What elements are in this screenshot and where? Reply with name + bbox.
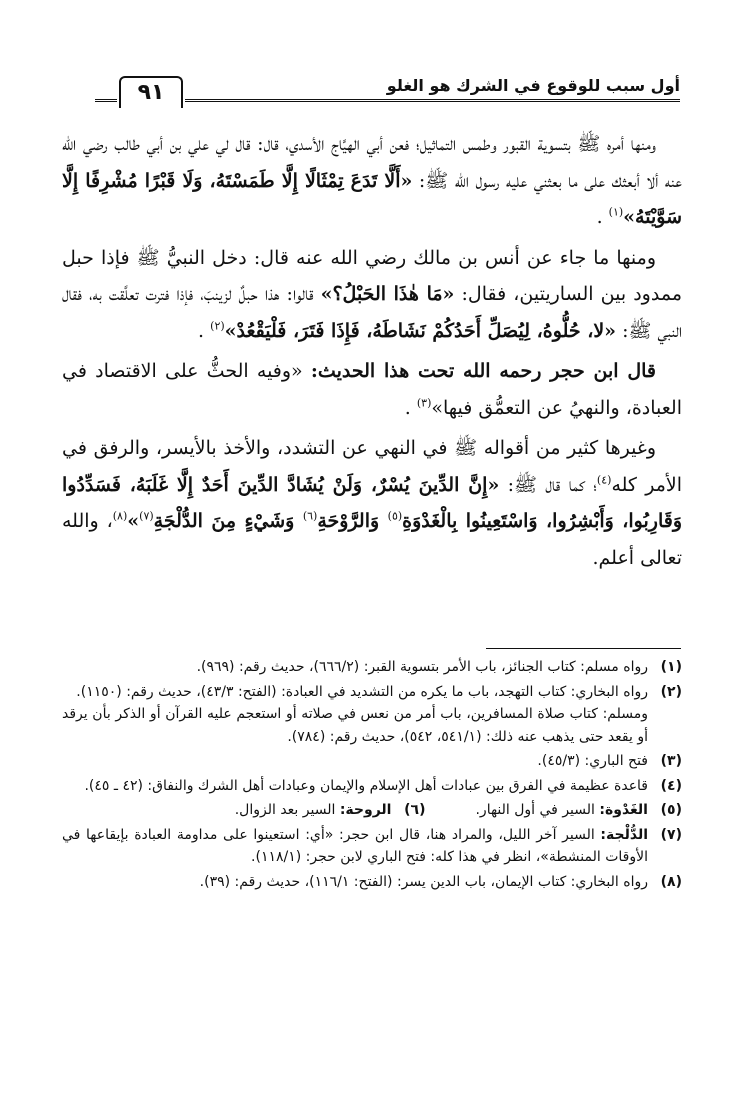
footnote-definition: السير بعد الزوال. — [234, 802, 340, 818]
footnote-2 — [62, 681, 682, 749]
footnote-line: ومسلم: كتاب صلاة المسافرين، باب أمر من نعس في صلاته أو استعجم عليه القرآن أو الذكر بأن يرقد أو يقعد حتى يذهب عنه ذلك: (٥٤١/١، ٥٤٢)، حديث رقم: (٧٨٤). — [62, 706, 648, 745]
quote-attribution: قال ابن حجر رحمه الله تحت هذا الحديث: — [310, 360, 657, 382]
footnote-text — [235, 799, 392, 822]
footnote-number: (٨) — [660, 873, 682, 890]
footnote-number: (٣) — [660, 753, 682, 769]
footnote-row-5-6 — [62, 799, 682, 824]
footnote-term: الروحة: — [339, 802, 392, 818]
hadith-quote: وَالرَّوْحَةِ — [317, 510, 388, 532]
hadith-quote: «أَلَّا تَدَعَ تِمْثَالًا إِلَّا طَمَسْتَهُ، وَلَا قَبْرًا مُشْرِفًا إِلَّا سَوَّيْتَهُ» — [62, 169, 682, 228]
footnote-number: (٢) — [660, 683, 682, 700]
paragraph-tail: . — [198, 319, 211, 342]
running-title: أول سبب للوقوع في الشرك هو الغلو — [386, 76, 680, 95]
footnote-text — [62, 824, 648, 869]
footnote-ref: (١) — [608, 205, 624, 219]
paragraph-3-text: «وفيه الحثُّ على الاقتصاد في العبادة، والنهيُ عن التعمُّق فيها» — [62, 360, 682, 419]
hadith-quote: «مَا هٰذَا الحَبْلُ؟» — [320, 283, 455, 305]
footnote-1 — [62, 656, 682, 679]
paragraph-1-line-3: رسول الله ﷺ: — [412, 169, 500, 192]
footnote-text — [62, 681, 648, 749]
paragraph-3 — [62, 353, 682, 426]
paragraph-tail: . — [596, 206, 609, 228]
page-header — [95, 72, 680, 112]
footnote-ref: (٨) — [112, 509, 128, 523]
footnote-ref: (٣) — [416, 396, 432, 410]
footnote-number: (١) — [660, 659, 682, 675]
paragraph-1 — [62, 126, 682, 236]
footnote-4 — [62, 775, 682, 798]
footnote-8 — [62, 871, 682, 894]
paragraph-tail: . — [404, 396, 417, 419]
header-rule — [185, 99, 680, 102]
paragraph-2 — [62, 240, 682, 350]
footnote-number: (٦) — [404, 802, 426, 818]
footnote-number: (٤) — [660, 777, 682, 794]
footnote-text: رواه البخاري: كتاب الإيمان، باب الدين يسر: (الفتح: ١١٦/١)، حديث رقم: (٣٩). — [199, 873, 648, 890]
hadith-quote: » — [127, 510, 140, 532]
paragraph-2-mid: قالوا: هذا حبلٌ لزينبَ، فإذا فترت تعلَّقت به، فقال النبي ﷺ: — [62, 283, 682, 342]
footnote-text: قاعدة عظيمة في الفرق بين عبادات أهل الإسلام والإيمان وعبادات أهل الشرك والنفاق: (٤٢ ـ ٤٥). — [84, 777, 648, 794]
hadith-quote: «لا، حُلُّوهُ، لِيُصَلِّ أَحَدُكُمْ نَشَاطَهُ، فَإِذَا فَتَرَ، فَلْيَقْعُدْ» — [224, 319, 617, 342]
footnote-term: الغَدْوة: — [599, 802, 648, 818]
footnote-line: رواه البخاري: كتاب التهجد، باب ما يكره من التشديد في العبادة: (الفتح: ٤٣/٣)، حديث رقم: (١١٥٠). — [76, 683, 648, 700]
footnote-ref: (٧) — [139, 509, 154, 523]
footnote-text: رواه مسلم: كتاب الجنائز، باب الأمر بتسوية القبر: (٦٦٦/٢)، حديث رقم: (٩٦٩). — [196, 659, 648, 675]
hadith-quote: وَشَيْءٍ مِنَ الدُّلْجَةِ — [153, 510, 303, 532]
footnote-definition: السير في أول النهار. — [475, 802, 600, 818]
paragraph-2-text: ومنها ما جاء عن أنس بن مالك رضي الله عنه قال: دخل النبيُّ ﷺ فإذا حبل ممدود بين الساريتين، فقال: — [62, 246, 682, 305]
footnote-5 — [475, 799, 682, 822]
footnote-text — [475, 799, 648, 822]
footnotes — [62, 656, 682, 895]
footnote-ref: (٤) — [596, 473, 612, 487]
footnote-number: (٧) — [660, 826, 682, 843]
footnote-ref: (٦) — [302, 509, 318, 523]
footnote-6 — [235, 799, 426, 822]
footnote-text: فتح الباري: (٤٥/٣). — [537, 753, 648, 769]
footnote-7 — [62, 824, 682, 869]
footnote-divider — [486, 648, 681, 649]
header-rule-left — [95, 99, 117, 102]
footnote-3 — [62, 750, 682, 773]
paragraph-4-mid: ؛ كما قال ﷺ: — [499, 473, 597, 496]
main-text — [62, 126, 682, 576]
footnote-ref: (٢) — [210, 319, 225, 333]
paragraph-tail: ، والله تعالى أعلم. — [62, 510, 682, 569]
paragraph-4 — [62, 430, 682, 576]
footnote-number: (٥) — [660, 802, 682, 818]
footnote-definition: السير آخر الليل، والمراد هنا، قال ابن حجر: «أي: استعينوا على مداومة العبادة بإيقاعها في الأوقات المنشطة»، انظر في هذا كله: فتح الباري لابن حجر: (١١٨/١). — [62, 826, 648, 865]
page-number: ٩١ — [119, 76, 183, 108]
paragraph-4-text: وغيرها كثير من أقواله ﷺ في النهي عن التشدد، والأخذ بالأيسر، والرفق في الأمر كله — [62, 437, 682, 496]
paragraph-1-line-1: ومنها أمره ﷺ بتسوية القبور وطمس التماثيل؛ فعن أبي الهيَّاج — [331, 133, 656, 155]
footnote-term: الدُّلْجة: — [600, 826, 648, 843]
hadith-quote: «إِنَّ الدِّينَ يُسْرٌ، وَلَنْ يُشَادَّ الدِّينَ أَحَدٌ إِلَّا غَلَبَهُ، فَسَدِّدُوا وَقَارِبُوا، وَأَبْشِرُوا، وَاسْتَعِينُوا بِالْغَدْوَةِ — [62, 473, 682, 532]
footnote-ref: (٥) — [387, 509, 403, 523]
paragraph-1-line-2: الأسدي، قال: قال لي علي بن أبي طالب رضي الله عنه ألا أبعثك على ما بعثني عليه — [62, 133, 682, 192]
